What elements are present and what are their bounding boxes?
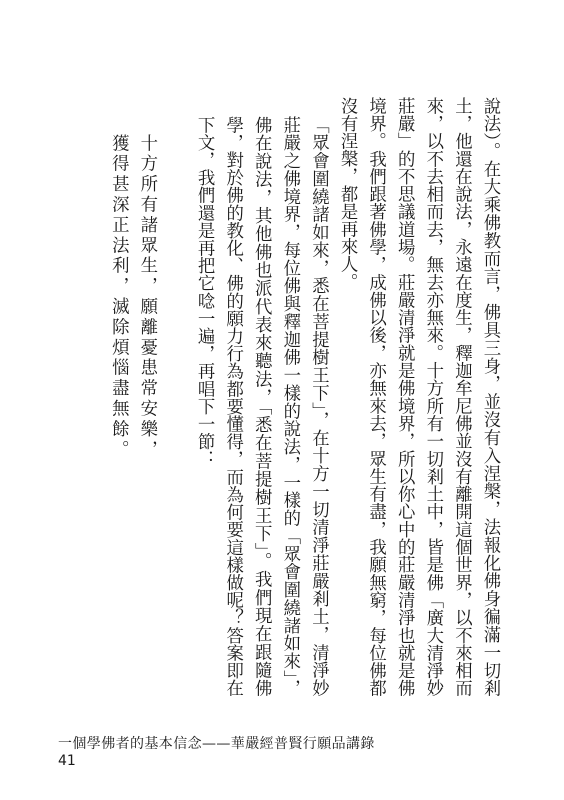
running-footer-title: 一個學佛者的基本信念——華嚴經普賢行願品講錄 xyxy=(58,736,375,752)
paragraph-1: 說法）。在大乘佛教而言，佛具三身，並沒有入涅槃，法報化佛身徧滿一切剎土，他還在說法，永遠在度生，釋迦牟尼佛並沒有離開這個世界，以不來相而來，以不去相而去，無去亦無來。十方所有一切剎土中，皆是佛「廣大清淨妙莊嚴」的不思議道場。莊嚴清淨就是佛境界，所以你心中的莊嚴清淨也就是佛境界。我們跟著佛學，成佛以後，亦無來去，眾生有盡，我願無窮，每位佛都沒有涅槃，都是再來人。 xyxy=(337,97,500,697)
verse-line-2: 獲得甚深正法利，滅除煩惱盡無餘。 xyxy=(108,133,129,460)
verse-line-1: 十方所有諸眾生，願離憂患常安樂， xyxy=(136,133,157,460)
paragraph-2: 「眾會圍繞諸如來，悉在菩提樹王下」，在十方一切清淨莊嚴剎土，清淨妙莊嚴之佛境界，每位佛與釋迦佛一樣的說法，一樣的「眾會圍繞諸如來」，佛在說法，其他佛也派代表來聽法，「悉在菩提樹王下」。我們現在跟隨佛學，對於佛的教化、佛的願力行為都要懂得，而為何要這樣做呢？答案即在下文，我們還是再把它唸一遍，再唱下一節： xyxy=(194,116,329,697)
blank-column xyxy=(161,97,190,98)
page-number: 41 xyxy=(58,753,76,769)
vertical-text-body xyxy=(104,97,504,697)
